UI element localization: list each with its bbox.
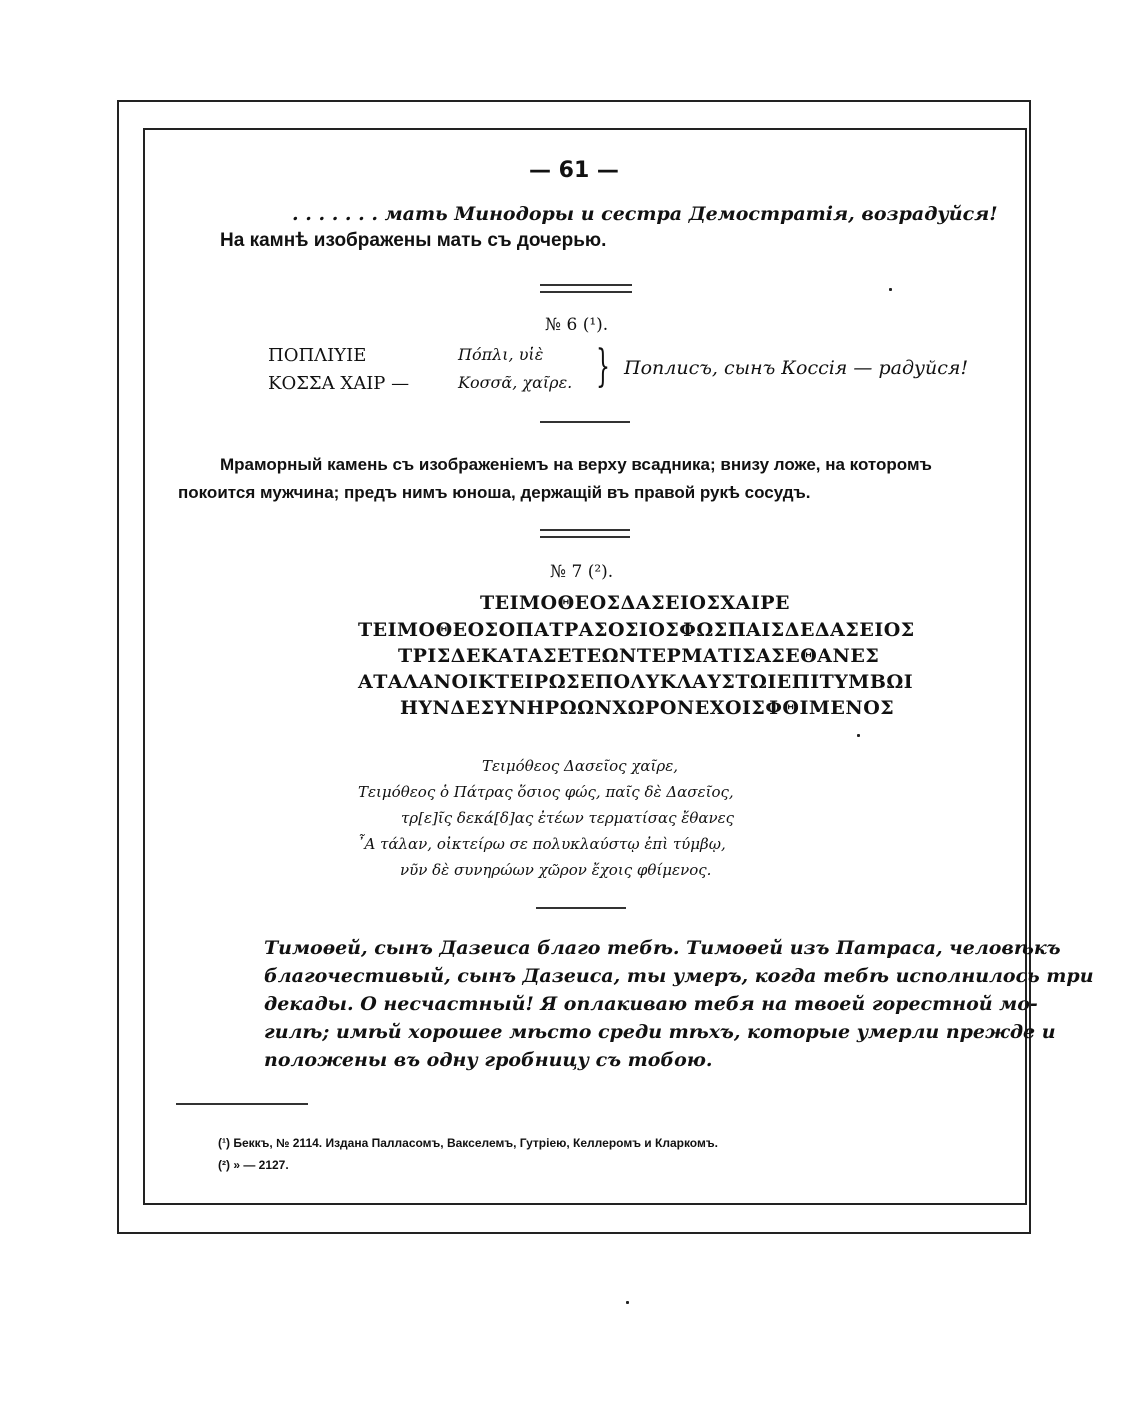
translation-line: благочестивый, сынъ Дазеиса, ты умеръ, когда тебѣ исполнилось три bbox=[264, 965, 1094, 987]
entry-6-greek-2: Κοσσᾶ, χαῖρε. bbox=[458, 373, 573, 392]
translation-line: декады. О несчастный! Я оплакиваю тебя на твоей горестной мо- bbox=[264, 993, 1038, 1015]
entry-6-translation: Поплисъ, сынъ Коссія — радуйся! bbox=[624, 357, 969, 379]
double-rule-2 bbox=[540, 529, 630, 538]
brace-icon: } bbox=[596, 341, 610, 392]
description-line-2: покоится мужчина; предъ нимъ юноша, держащій въ правой рукѣ сосудъ. bbox=[178, 483, 811, 502]
intro-line-2: На камнѣ изображены мать съ дочерью. bbox=[220, 230, 607, 251]
greek-verse-line: νῦν δὲ συνηρώων χῶρον ἔχοις φθίμενος. bbox=[400, 861, 712, 879]
greek-verse-line: Τειμόθεος Δασεῖος χαῖρε, bbox=[482, 757, 679, 775]
entry-6-label: № 6 (¹). bbox=[545, 315, 609, 335]
entry-7-label: № 7 (²). bbox=[550, 562, 614, 582]
translation-line: гилѣ; имѣй хорошее мѣсто среди тѣхъ, которые умерли прежде и bbox=[264, 1021, 1056, 1043]
intro-line-1: . . . . . . . мать Минодоры и сестра Демостратія, возрадуйся! bbox=[292, 203, 998, 225]
inscription-line: ΑΤΑΛΑΝΟΙΚΤΕΙΡΩΣΕΠΟΛΥΚΛΑΥΣΤΩΙΕΠΙΤΥΜΒΩΙ bbox=[358, 671, 914, 693]
footnote-1: (¹) Беккъ, № 2114. Издана Палласомъ, Вакселемъ, Гутріею, Келлеромъ и Кларкомъ. bbox=[218, 1136, 718, 1150]
speck-3 bbox=[626, 1301, 629, 1304]
double-rule-1 bbox=[540, 284, 632, 293]
footnote-rule bbox=[176, 1103, 308, 1105]
inscription-line: ΤΡΙΣΔΕΚΑΤΑΣΕΤΕΩΝΤΕΡΜΑΤΙΣΑΣΕΘΑΝΕΣ bbox=[398, 645, 880, 667]
translation-line: положены въ одну гробницу съ тобою. bbox=[264, 1049, 713, 1071]
page-number: — 61 — bbox=[529, 158, 619, 183]
speck-2 bbox=[857, 734, 860, 737]
greek-verse-line: ῏Α τάλαν, οἰκτείρω σε πολυκλαύστῳ ἐπὶ τύμβῳ, bbox=[357, 835, 726, 853]
inscription-line: ΗΥΝΔΕΣΥΝΗΡΩΩΝΧΩΡΟΝΕΧΟΙΣΦΘΙΜΕΝΟΣ bbox=[400, 697, 895, 719]
entry-6-greek-1: Πόπλι, υἱὲ bbox=[458, 345, 544, 364]
entry-6-upper-2: ΚΟΣΣΑ ΧΑΙΡ — bbox=[268, 373, 410, 394]
single-rule-2 bbox=[536, 907, 626, 909]
inscription-line: ΤΕΙΜΟΘΕΟΣΟΠΑΤΡΑΣΟΣΙΟΣΦΩΣΠΑΙΣΔΕΔΑΣΕΙΟΣ bbox=[358, 619, 915, 641]
single-rule-1 bbox=[540, 421, 630, 423]
greek-verse-line: τρ[ε]ῖς δεκά[δ]ας ἐτέων τερματίσας ἔθανες bbox=[401, 809, 735, 827]
inscription-line: ΤΕΙΜΟΘΕΟΣΔΑΣΕΙΟΣΧΑΙΡΕ bbox=[480, 592, 791, 614]
entry-6-upper-1: ΠΟΠΛΙΥΙΕ bbox=[268, 345, 367, 366]
speck-1 bbox=[889, 288, 892, 291]
translation-line: Тимоѳей, сынъ Дазеиса благо тебѣ. Тимоѳей изъ Патраса, человѣкъ bbox=[264, 937, 1061, 959]
description-line-1: Мраморный камень съ изображеніемъ на верху всадника; внизу ложе, на которомъ bbox=[220, 455, 932, 474]
footnote-2: (²) » — 2127. bbox=[218, 1158, 289, 1172]
greek-verse-line: Τειμόθεος ὁ Πάτρας ὅσιος φώς, παῖς δὲ Δασεῖος, bbox=[358, 783, 734, 801]
